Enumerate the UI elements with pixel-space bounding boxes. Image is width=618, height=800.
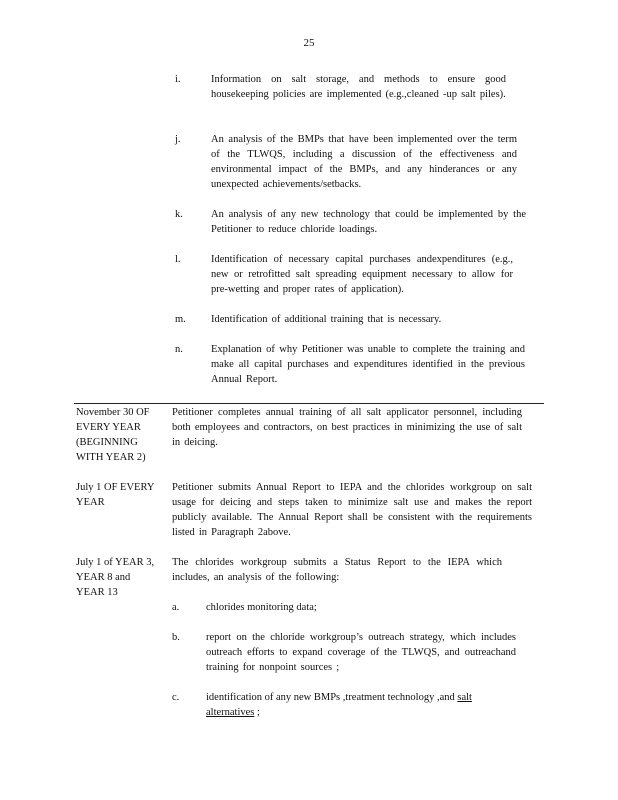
page-number: 25 — [303, 37, 315, 49]
list-item-text: An analysis of any new technology that could be implemented by the Petitioner to reduce chloride loadings. — [211, 209, 526, 235]
list-item-text: Information on salt storage, and methods to ensure good housekeeping policies are implemented (e.g.,cleaned -up salt piles). — [211, 74, 506, 100]
list-item-label: b. — [172, 632, 180, 643]
list-item-text: Explanation of why Petitioner was unable to complete the training and make all capital purchases and expenditures identified in the previous Annual Report. — [211, 344, 525, 385]
list-item-label: m. — [175, 314, 186, 325]
schedule-text: Petitioner completes annual training of all salt applicator personnel, including both employees and contractors, on best practices in minimizing the use of salt in deicing. — [172, 407, 522, 448]
list-item-label: c. — [172, 692, 180, 703]
list-item-label: j. — [175, 134, 181, 145]
list-item-label: i. — [175, 74, 181, 85]
underlined-text: salt alternatives — [206, 692, 472, 718]
schedule-text: The chlorides workgroup submits a Status Report to the IEPA which includes, an analysis of the following: — [172, 557, 502, 583]
list-item-text: An analysis of the BMPs that have been implemented over the term of the TLWQS, including a discussion of the effectiveness and environmental impact of the BMPs, and any hinderances or any unexpected achievements/setbacks. — [211, 134, 517, 190]
schedule-text: Petitioner submits Annual Report to IEPA and the chlorides workgroup on salt usage for deicing and steps taken to minimize salt use and makes the report publicly available. The Annual Report shall be consistent with the requirements listed in Paragraph 2above. — [172, 482, 532, 538]
schedule-date: July 1 of YEAR 3, YEAR 8 and YEAR 13 — [76, 557, 155, 598]
list-item-text: report on the chloride workgroup’s outreach strategy, which includes outreach efforts to expand coverage of the TLWQS, and outreachand training for nonpoint sources ; — [206, 632, 516, 673]
table-divider — [74, 403, 544, 404]
list-item-label: k. — [175, 209, 183, 220]
list-item-label: n. — [175, 344, 183, 355]
list-item-text-end: ; — [254, 707, 260, 718]
list-item-label: a. — [172, 602, 180, 613]
list-item-text — [206, 690, 506, 720]
list-item-text-plain: identification of any new BMPs ,treatment technology ,and — [206, 692, 458, 703]
list-item-text: chlorides monitoring data; — [206, 602, 317, 613]
list-item-text: Identification of additional training that is necessary. — [211, 314, 442, 325]
list-item-label: l. — [175, 254, 181, 265]
schedule-date: November 30 OF EVERY YEAR (BEGINNING WITH YEAR 2) — [76, 407, 150, 463]
list-item-text: Identification of necessary capital purchases andexpenditures (e.g., new or retrofitted salt spreading equipment necessary to allow for pre-wetting and proper rates of application). — [211, 254, 513, 295]
schedule-date: July 1 OF EVERY YEAR — [76, 482, 155, 508]
